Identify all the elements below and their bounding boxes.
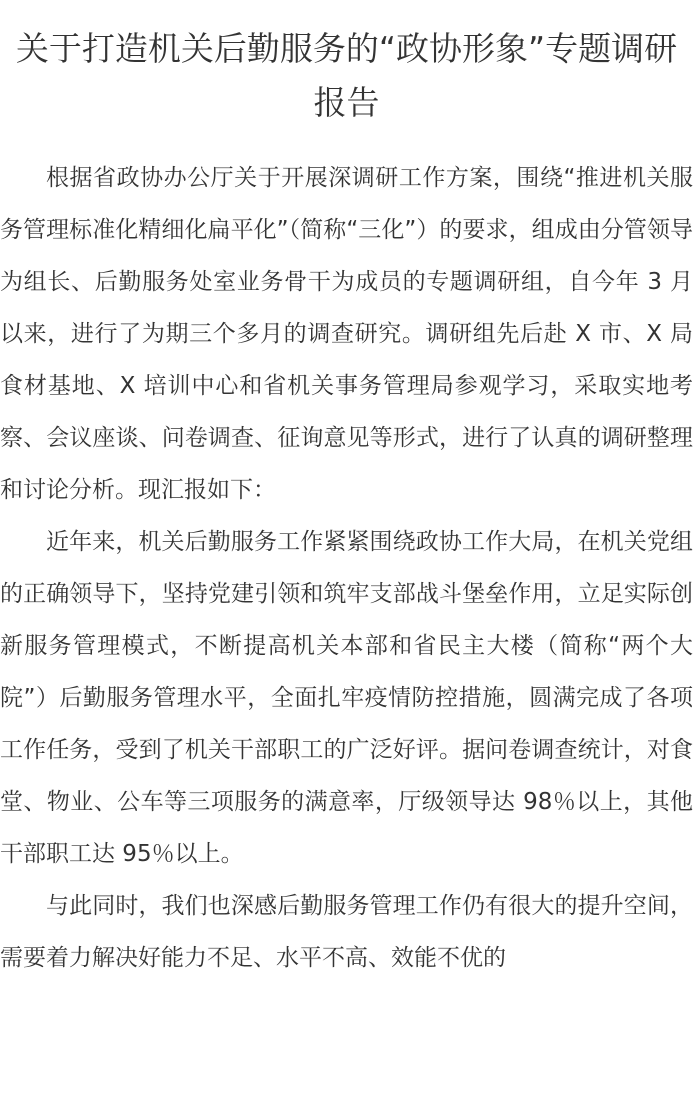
- article-body: [0, 152, 693, 984]
- paragraph-1: 根据省政协办公厅关于开展深调研工作方案，围绕“推进机关服务管理标准化精细化扁平化”（简称“三化”）的要求，组成由分管领导为组长、后勤服务处室业务骨干为成员的专题调研组，自今年 3 月以来，进行了为期三个多月的调查研究。调研组先后赴 X 市、X 局食材基地、X 培训中心和省机关事务管理局参观学习，采取实地考察、会议座谈、问卷调查、征询意见等形式，进行了认真的调研整理和讨论分析。现汇报如下：: [0, 165, 693, 503]
- paragraph-2: 近年来，机关后勤服务工作紧紧围绕政协工作大局，在机关党组的正确领导下，坚持党建引领和筑牢支部战斗堡垒作用，立足实际创新服务管理模式，不断提高机关本部和省民主大楼（简称“两个大院”）后勤服务管理水平，全面扎牢疫情防控措施，圆满完成了各项工作任务，受到了机关干部职工的广泛好评。据问卷调查统计，对食堂、物业、公车等三项服务的满意率，厅级领导达 98％以上，其他干部职工达 95％以上。: [0, 529, 693, 867]
- article-title: 关于打造机关后勤服务的“政协形象”专题调研报告: [15, 29, 678, 122]
- article: [0, 22, 693, 984]
- paragraph-3: 与此同时，我们也深感后勤服务管理工作仍有很大的提升空间，需要着力解决好能力不足、水平不高、效能不优的: [0, 893, 693, 971]
